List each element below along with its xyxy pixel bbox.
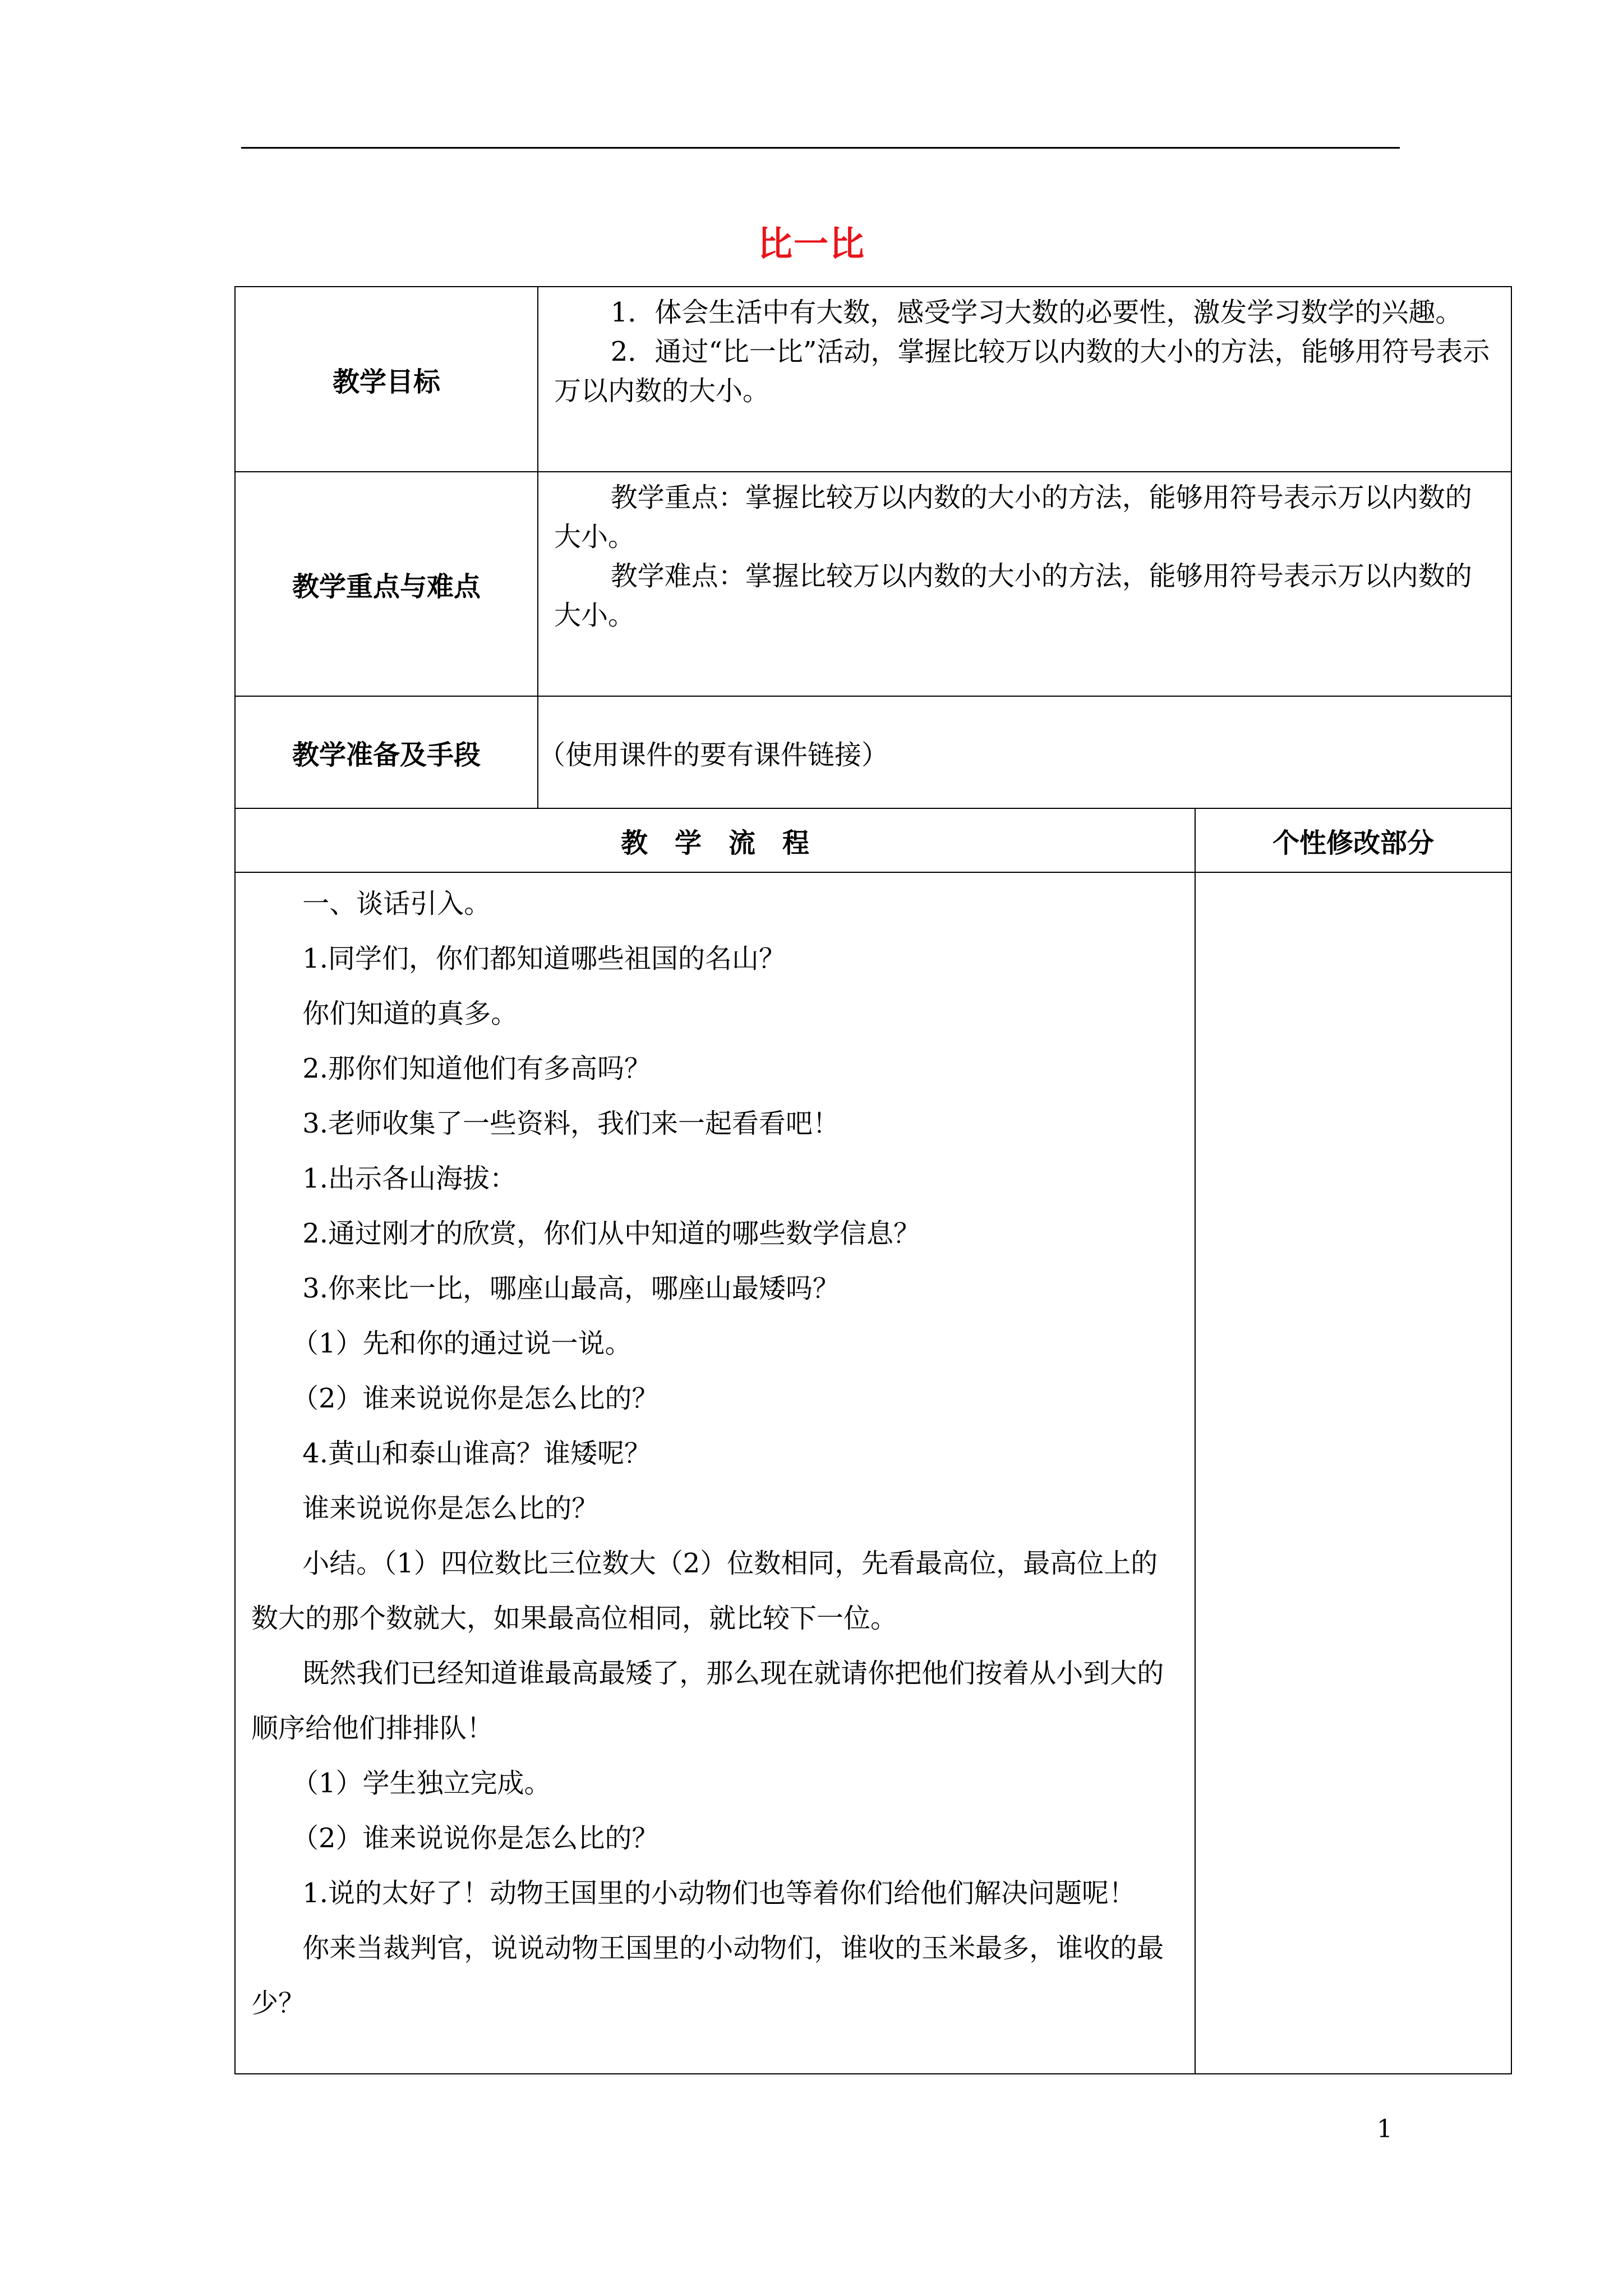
flow-line: 4.黄山和泰山谁高？谁矮呢？: [302, 1438, 651, 1469]
flow-line: 3.你来比一比，哪座山最高，哪座山最矮吗？: [302, 1273, 840, 1304]
header-rule: [241, 147, 1400, 149]
flow-line: 1.说的太好了！动物王国里的小动物们也等着你们给他们解决问题呢！: [302, 1878, 1136, 1909]
flow-line: 一、谈话引入。: [302, 888, 491, 919]
flow-header: 教 学 流 程: [235, 808, 1195, 872]
key-point-item: 教学重点：掌握比较万以内数的大小的方法，能够用符号表示万以内数的大小。: [554, 482, 1472, 553]
side-notes-header: 个性修改部分: [1195, 808, 1511, 872]
objectives-label: 教学目标: [235, 287, 538, 472]
preparation-row: [235, 696, 1511, 808]
key-points-label: 教学重点与难点: [235, 472, 538, 696]
flow-body-row: [235, 872, 1511, 2074]
preparation-content: （使用课件的要有课件链接）: [538, 696, 1511, 808]
flow-line: 小结。（1）四位数比三位数大（2）位数相同，先看最高位，最高位上的数大的那个数就大，如果最高位相同，就比较下一位。: [251, 1548, 1158, 1634]
objectives-content: [538, 287, 1511, 472]
key-point-item: 教学难点：掌握比较万以内数的大小的方法，能够用符号表示万以内数的大小。: [554, 560, 1472, 631]
flow-line: （1）先和你的通过说一说。: [292, 1328, 632, 1359]
flow-line: 谁来说说你是怎么比的？: [302, 1493, 599, 1524]
objectives-row: [235, 287, 1511, 472]
flow-line: 1.出示各山海拔：: [302, 1163, 517, 1194]
lesson-plan-table: [234, 286, 1512, 2074]
preparation-label: 教学准备及手段: [235, 696, 538, 808]
flow-line: 既然我们已经知道谁最高最矮了，那么现在就请你把他们按着从小到大的顺序给他们排排队！: [251, 1658, 1164, 1744]
flow-line: （2）谁来说说你是怎么比的？: [292, 1383, 659, 1414]
page-number: 1: [1377, 2115, 1393, 2143]
flow-line: （1）学生独立完成。: [292, 1768, 551, 1799]
flow-content: [235, 872, 1195, 2074]
flow-header-row: [235, 808, 1511, 872]
key-points-content: [538, 472, 1511, 696]
flow-line: 3.老师收集了一些资料，我们来一起看看吧！: [302, 1108, 840, 1139]
key-points-row: [235, 472, 1511, 696]
flow-line: （2）谁来说说你是怎么比的？: [292, 1823, 659, 1854]
flow-line: 2.通过刚才的欣赏，你们从中知道的哪些数学信息？: [302, 1218, 920, 1249]
flow-line: 你们知道的真多。: [302, 998, 518, 1029]
page-title: 比一比: [757, 223, 865, 264]
flow-line: 2.那你们知道他们有多高吗？: [302, 1053, 651, 1084]
flow-line: 你来当裁判官，说说动物王国里的小动物们，谁收的玉米最多，谁收的最少？: [251, 1932, 1164, 2019]
objective-item: 2．通过“比一比”活动，掌握比较万以内数的大小的方法，能够用符号表示万以内数的大小。: [554, 336, 1490, 407]
objective-item: 1．体会生活中有大数，感受学习大数的必要性，激发学习数学的兴趣。: [610, 297, 1463, 328]
flow-line: 1.同学们，你们都知道哪些祖国的名山？: [302, 943, 786, 974]
side-notes-content: [1195, 872, 1511, 2074]
